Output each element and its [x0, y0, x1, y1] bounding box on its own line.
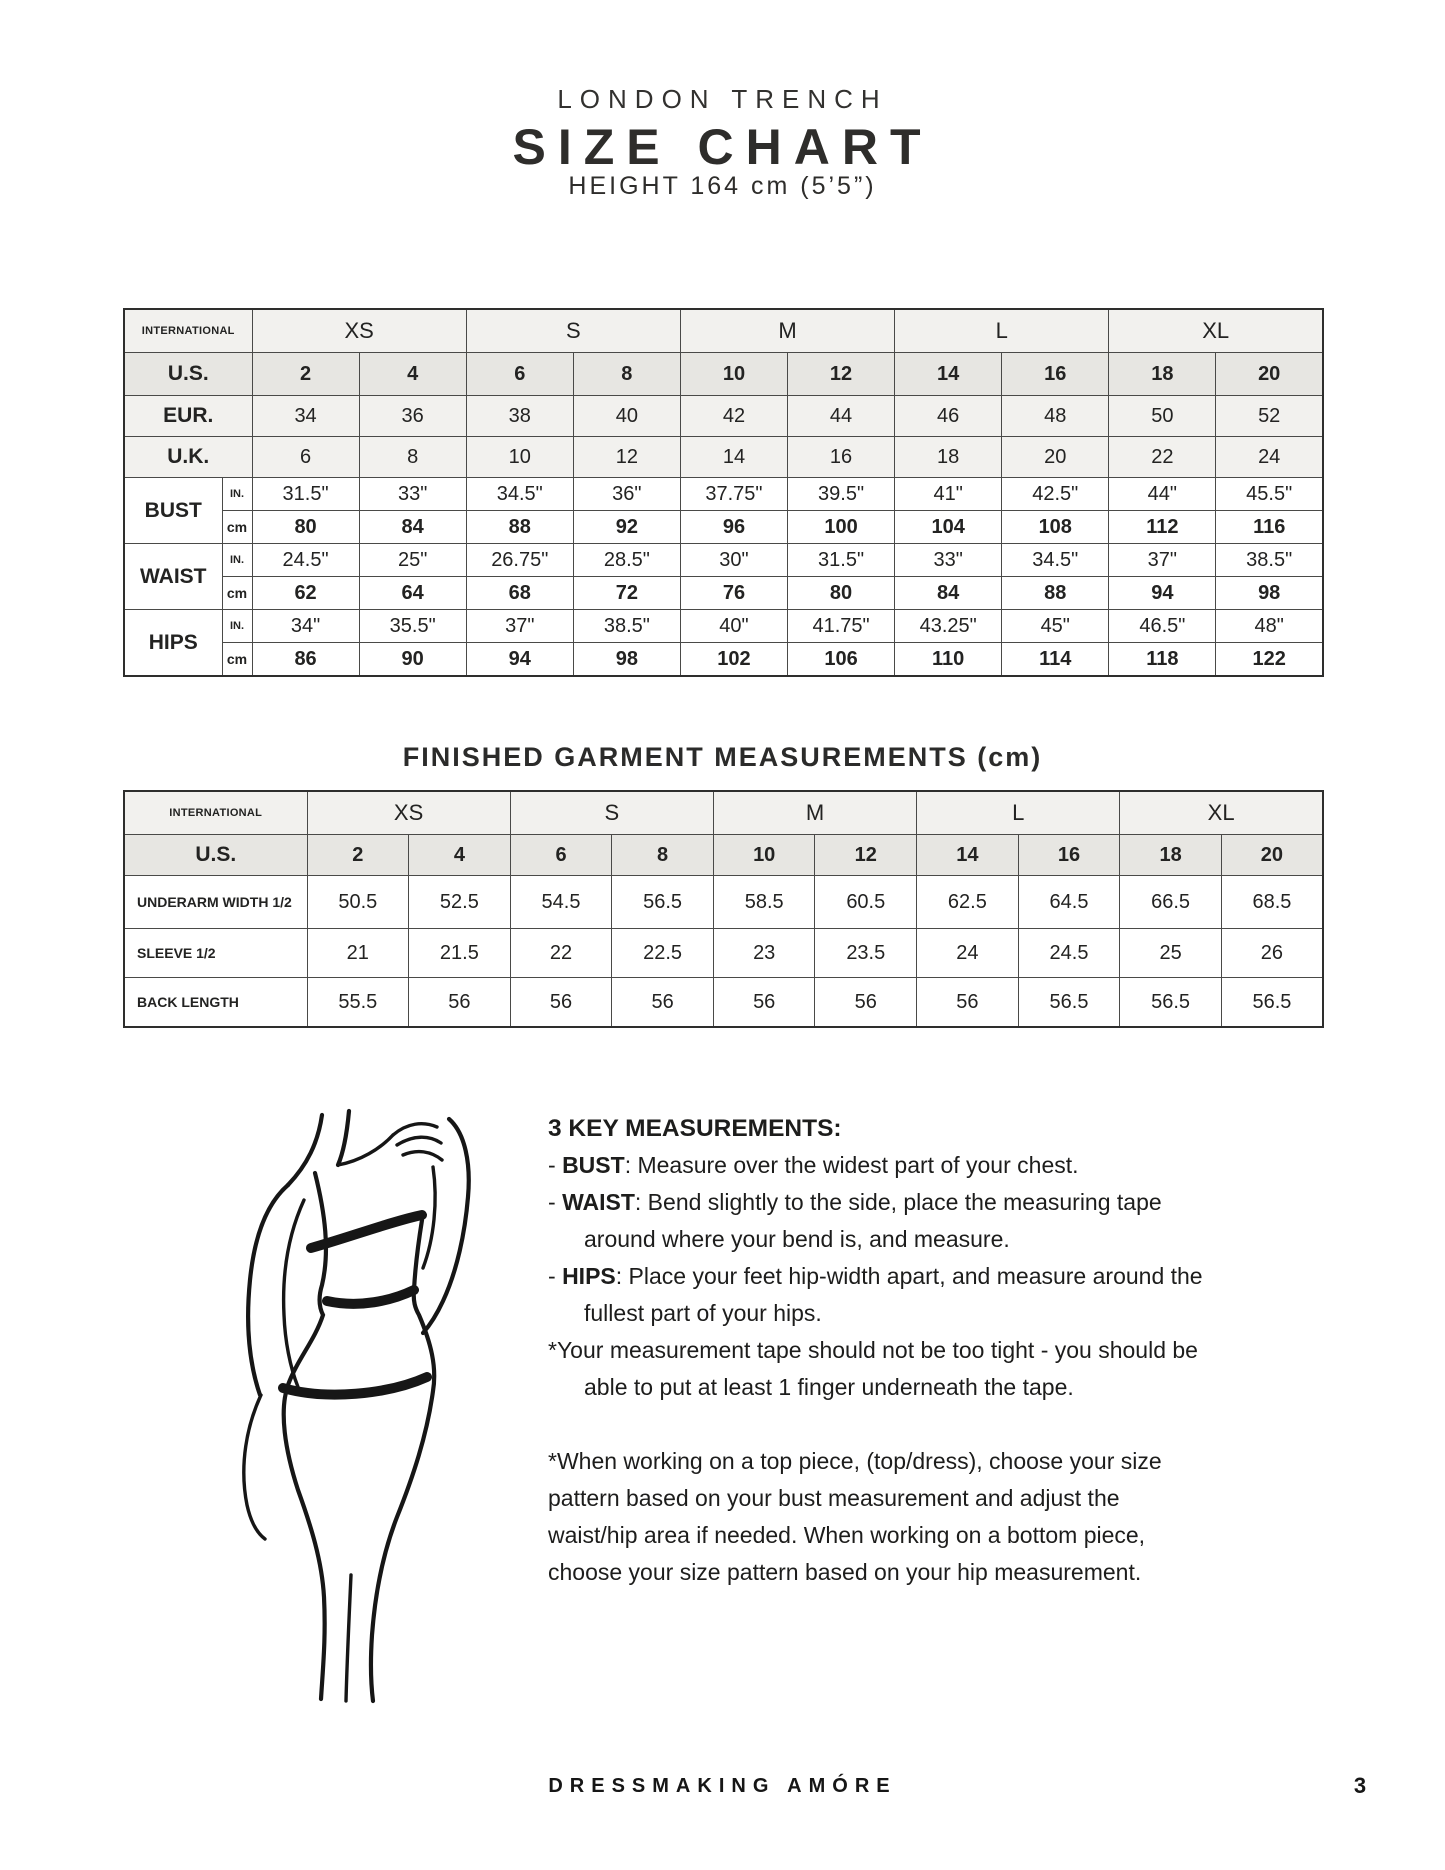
- row-label: EUR.: [124, 396, 252, 437]
- measurement-guide: [548, 1110, 1213, 1591]
- collection-name: LONDON TRENCH: [557, 84, 888, 114]
- measurement-cell: 40": [680, 610, 787, 643]
- measurement-row: [124, 544, 1323, 577]
- size-cell: 36: [359, 396, 466, 437]
- size-chart-table-body: [124, 309, 1323, 676]
- row-label: U.S.: [124, 835, 307, 876]
- measurement-cell: 34": [252, 610, 359, 643]
- tape-note: *Your measurement tape should not be too tight - you should be able to put at least 1 finger underneath the tape.: [548, 1337, 1198, 1400]
- measurement-cell: 38.5": [1216, 544, 1323, 577]
- measurement-cell: 98: [573, 643, 680, 677]
- measurement-cell: 122: [1216, 643, 1323, 677]
- measurement-cell: 102: [680, 643, 787, 677]
- size-cell: 2: [252, 353, 359, 396]
- measurement-cell: 30": [680, 544, 787, 577]
- bullet-term: WAIST: [562, 1189, 635, 1215]
- garment-measure-cell: 22: [510, 929, 612, 978]
- measurement-row: [124, 577, 1323, 610]
- finished-garment-title: FINISHED GARMENT MEASUREMENTS (cm): [402, 742, 1043, 772]
- figure-left-arm-outer: [248, 1185, 288, 1395]
- conversion-row: [124, 396, 1323, 437]
- measurement-cell: 38.5": [573, 610, 680, 643]
- measurement-cell: 41.75": [788, 610, 895, 643]
- garment-measure-cell: 21.5: [409, 929, 511, 978]
- garment-measure-row: [124, 978, 1323, 1028]
- measurement-cell: 80: [788, 577, 895, 610]
- measurement-cell: 96: [680, 511, 787, 544]
- measurement-cell: 33": [895, 544, 1002, 577]
- garment-measure-cell: 56: [917, 978, 1019, 1028]
- measurement-cell: 31.5": [252, 478, 359, 511]
- measurement-cell: 92: [573, 511, 680, 544]
- size-cell: 4: [359, 353, 466, 396]
- size-cell: 6: [252, 437, 359, 478]
- figure-finger-line: [403, 1152, 442, 1160]
- measurement-cell: 94: [1109, 577, 1216, 610]
- finished-garment-table-body: [124, 791, 1323, 1027]
- measurement-row: [124, 610, 1323, 643]
- garment-measure-cell: 56: [409, 978, 511, 1028]
- size-cell: 10: [466, 437, 573, 478]
- figure-finger-line: [393, 1124, 437, 1135]
- measurement-cell: 80: [252, 511, 359, 544]
- finished-garment-table: [123, 790, 1324, 1028]
- size-cell: 20: [1002, 437, 1109, 478]
- figure-neck-back-line: [338, 1111, 349, 1165]
- size-cell: 12: [573, 437, 680, 478]
- measurement-cell: 118: [1109, 643, 1216, 677]
- hips-measure-band: [283, 1377, 427, 1395]
- size-cell: 20: [1221, 835, 1323, 876]
- us-row: [124, 835, 1323, 876]
- garment-measure-cell: 23.5: [815, 929, 917, 978]
- measurement-cell: 100: [788, 511, 895, 544]
- size-cell: 2: [307, 835, 409, 876]
- international-size-cell: M: [680, 309, 894, 353]
- measurement-cell: 106: [788, 643, 895, 677]
- international-size-cell: L: [895, 309, 1109, 353]
- figure-hip-flow-line: [244, 1395, 265, 1539]
- body-measurement-figure: [225, 1105, 480, 1705]
- measurement-cell: 36": [573, 478, 680, 511]
- measurement-cell: 94: [466, 643, 573, 677]
- measurement-cell: 37": [466, 610, 573, 643]
- measurement-cell: 48": [1216, 610, 1323, 643]
- measurement-cell: 116: [1216, 511, 1323, 544]
- garment-measure-cell: 66.5: [1120, 876, 1222, 929]
- corner-label: INTERNATIONAL: [124, 791, 307, 835]
- garment-measure-cell: 58.5: [713, 876, 815, 929]
- size-cell: 16: [788, 437, 895, 478]
- garment-measure-cell: 56.5: [1221, 978, 1323, 1028]
- measurement-cell: 35.5": [359, 610, 466, 643]
- size-cell: 24: [1216, 437, 1323, 478]
- garment-measure-cell: 56: [510, 978, 612, 1028]
- size-cell: 14: [917, 835, 1019, 876]
- international-size-cell: M: [713, 791, 916, 835]
- measurement-cell: 34.5": [1002, 544, 1109, 577]
- international-size-cell: S: [510, 791, 713, 835]
- measurement-cell: 64: [359, 577, 466, 610]
- measurement-cell: 68: [466, 577, 573, 610]
- measurement-cell: 88: [1002, 577, 1109, 610]
- international-size-cell: L: [917, 791, 1120, 835]
- measurement-bullets: [548, 1147, 1213, 1332]
- unit-label: cm: [222, 643, 252, 677]
- international-size-cell: S: [466, 309, 680, 353]
- garment-measure-cell: 60.5: [815, 876, 917, 929]
- size-cell: 50: [1109, 396, 1216, 437]
- page-number: 3: [1353, 1773, 1367, 1798]
- size-cell: 16: [1018, 835, 1120, 876]
- page-title: SIZE CHART: [512, 119, 933, 175]
- size-cell: 10: [713, 835, 815, 876]
- conversion-row: [124, 437, 1323, 478]
- measurement-cell: 39.5": [788, 478, 895, 511]
- size-cell: 18: [895, 437, 1002, 478]
- size-cell: 14: [895, 353, 1002, 396]
- garment-measure-cell: 25: [1120, 929, 1222, 978]
- measurement-cell: 76: [680, 577, 787, 610]
- size-cell: 4: [409, 835, 511, 876]
- guide-bullet: - BUST: Measure over the widest part of your chest.: [548, 1152, 1079, 1178]
- size-cell: 40: [573, 396, 680, 437]
- garment-measure-cell: 50.5: [307, 876, 409, 929]
- garment-measure-label: BACK LENGTH: [124, 978, 307, 1028]
- measurement-label: BUST: [124, 478, 222, 544]
- bullet-dash: -: [548, 1152, 563, 1178]
- bullet-term: HIPS: [562, 1263, 616, 1289]
- measurement-cell: 114: [1002, 643, 1109, 677]
- size-cell: 8: [612, 835, 714, 876]
- measurement-cell: 104: [895, 511, 1002, 544]
- size-cell: 14: [680, 437, 787, 478]
- garment-measure-cell: 56: [815, 978, 917, 1028]
- garment-measure-row: [124, 876, 1323, 929]
- garment-measure-label: UNDERARM WIDTH 1/2: [124, 876, 307, 929]
- international-size-cell: XL: [1109, 309, 1323, 353]
- size-cell: 22: [1109, 437, 1216, 478]
- international-size-cell: XL: [1120, 791, 1323, 835]
- garment-measure-cell: 62.5: [917, 876, 1019, 929]
- guide-bullet: - HIPS: Place your feet hip-width apart, and measure around the fullest part of your hips.: [548, 1263, 1203, 1326]
- figure-torso-left-leg: [284, 1173, 326, 1699]
- measurement-row: [124, 478, 1323, 511]
- unit-label: cm: [222, 577, 252, 610]
- measurement-cell: 44": [1109, 478, 1216, 511]
- measurement-cell: 43.25": [895, 610, 1002, 643]
- size-cell: 46: [895, 396, 1002, 437]
- measurement-cell: 34.5": [466, 478, 573, 511]
- measurement-cell: 46.5": [1109, 610, 1216, 643]
- garment-measure-cell: 21: [307, 929, 409, 978]
- waist-measure-band: [327, 1290, 414, 1304]
- size-cell: 18: [1109, 353, 1216, 396]
- size-cell: 42: [680, 396, 787, 437]
- international-size-cell: XS: [252, 309, 466, 353]
- figure-inner-leg-line: [346, 1575, 351, 1701]
- garment-measure-cell: 68.5: [1221, 876, 1323, 929]
- size-cell: 6: [466, 353, 573, 396]
- measurement-cell: 108: [1002, 511, 1109, 544]
- measurement-cell: 45.5": [1216, 478, 1323, 511]
- pattern-choice-note: *When working on a top piece, (top/dress), choose your size pattern based on your bust measurement and adjust the waist/hip area if needed. When working on a bottom piece, choose your size pattern based on your hip measurement.: [548, 1448, 1162, 1585]
- guide-bullet: - WAIST: Bend slightly to the side, place the measuring tape around where your bend is, and measure.: [548, 1189, 1162, 1252]
- measurement-cell: 86: [252, 643, 359, 677]
- measurement-cell: 90: [359, 643, 466, 677]
- unit-label: IN.: [222, 478, 252, 511]
- measurement-cell: 28.5": [573, 544, 680, 577]
- measurement-cell: 37": [1109, 544, 1216, 577]
- figure-right-arm-outer: [423, 1119, 469, 1333]
- garment-measure-label: SLEEVE 1/2: [124, 929, 307, 978]
- bust-measure-band: [311, 1215, 422, 1248]
- measurement-cell: 41": [895, 478, 1002, 511]
- size-cell: 6: [510, 835, 612, 876]
- garment-measure-cell: 23: [713, 929, 815, 978]
- size-cell: 8: [359, 437, 466, 478]
- conversion-row: [124, 353, 1323, 396]
- unit-label: cm: [222, 511, 252, 544]
- measurement-cell: 25": [359, 544, 466, 577]
- measurement-cell: 24.5": [252, 544, 359, 577]
- garment-measure-cell: 56.5: [612, 876, 714, 929]
- unit-label: IN.: [222, 610, 252, 643]
- garment-measure-cell: 56.5: [1018, 978, 1120, 1028]
- size-cell: 20: [1216, 353, 1323, 396]
- measurement-cell: 26.75": [466, 544, 573, 577]
- measurement-row: [124, 511, 1323, 544]
- size-chart-table: [123, 308, 1324, 677]
- size-cell: 12: [788, 353, 895, 396]
- international-row: [124, 791, 1323, 835]
- bullet-dash: -: [548, 1263, 563, 1289]
- garment-measure-cell: 56.5: [1120, 978, 1222, 1028]
- garment-measure-cell: 26: [1221, 929, 1323, 978]
- garment-measure-cell: 56: [612, 978, 714, 1028]
- measurement-cell: 110: [895, 643, 1002, 677]
- size-cell: 16: [1002, 353, 1109, 396]
- measurement-cell: 84: [359, 511, 466, 544]
- garment-measure-cell: 54.5: [510, 876, 612, 929]
- garment-measure-cell: 24.5: [1018, 929, 1120, 978]
- row-label: U.S.: [124, 353, 252, 396]
- size-cell: 8: [573, 353, 680, 396]
- measurement-row: [124, 643, 1323, 677]
- figure-finger-line: [397, 1137, 441, 1145]
- size-cell: 18: [1120, 835, 1222, 876]
- garment-measure-cell: 24: [917, 929, 1019, 978]
- measurement-label: WAIST: [124, 544, 222, 610]
- row-label: U.K.: [124, 437, 252, 478]
- measurement-cell: 84: [895, 577, 1002, 610]
- corner-label: INTERNATIONAL: [124, 309, 252, 353]
- size-cell: 38: [466, 396, 573, 437]
- measurement-cell: 112: [1109, 511, 1216, 544]
- bullet-dash: -: [548, 1189, 563, 1215]
- garment-measure-cell: 64.5: [1018, 876, 1120, 929]
- measurement-cell: 42.5": [1002, 478, 1109, 511]
- size-cell: 48: [1002, 396, 1109, 437]
- garment-measure-row: [124, 929, 1323, 978]
- measurement-cell: 62: [252, 577, 359, 610]
- international-size-cell: XS: [307, 791, 510, 835]
- measurement-label: HIPS: [124, 610, 222, 677]
- measurement-cell: 33": [359, 478, 466, 511]
- measurement-cell: 45": [1002, 610, 1109, 643]
- size-cell: 44: [788, 396, 895, 437]
- size-cell: 12: [815, 835, 917, 876]
- measurement-cell: 72: [573, 577, 680, 610]
- guide-heading: 3 KEY MEASUREMENTS:: [548, 1115, 842, 1142]
- garment-measure-cell: 56: [713, 978, 815, 1028]
- measurement-cell: 31.5": [788, 544, 895, 577]
- garment-measure-cell: 22.5: [612, 929, 714, 978]
- garment-measure-cell: 55.5: [307, 978, 409, 1028]
- measurement-cell: 37.75": [680, 478, 787, 511]
- international-row: [124, 309, 1323, 353]
- size-cell: 10: [680, 353, 787, 396]
- bullet-term: BUST: [562, 1152, 625, 1178]
- size-cell: 52: [1216, 396, 1323, 437]
- unit-label: IN.: [222, 544, 252, 577]
- size-cell: 34: [252, 396, 359, 437]
- height-subtitle: HEIGHT 164 cm (5’5”): [568, 172, 877, 200]
- measurement-cell: 98: [1216, 577, 1323, 610]
- measurement-cell: 88: [466, 511, 573, 544]
- garment-measure-cell: 52.5: [409, 876, 511, 929]
- brand-name: DRESSMAKING AMÓRE: [548, 1775, 897, 1797]
